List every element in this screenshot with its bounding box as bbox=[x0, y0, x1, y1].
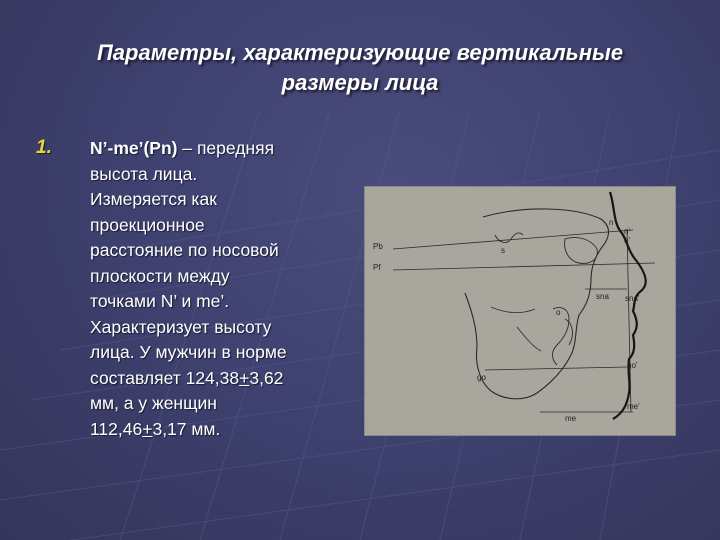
mandible-inner bbox=[491, 307, 541, 351]
text-line-5: расстояние по носовой bbox=[90, 240, 279, 260]
sella-contour bbox=[495, 233, 523, 243]
label-go: go bbox=[477, 373, 486, 382]
text-line-12 bbox=[90, 417, 360, 443]
label-sna-prime: sna' bbox=[625, 294, 640, 303]
label-n: n bbox=[609, 218, 614, 227]
pf-line bbox=[393, 263, 655, 270]
pb-line bbox=[393, 230, 633, 249]
label-o: o bbox=[556, 308, 561, 317]
text-line-1-rest: – передняя bbox=[177, 138, 275, 158]
text-line-10-a: составляет 124,38 bbox=[90, 367, 240, 388]
title-line-2: размеры лица bbox=[281, 70, 439, 95]
label-me: me bbox=[565, 414, 577, 423]
label-pf: Pf bbox=[373, 263, 381, 272]
list-number: 1. bbox=[36, 137, 52, 158]
text-line-1 bbox=[90, 136, 360, 162]
orbit-contour bbox=[565, 237, 598, 263]
title-line-1: Параметры, характеризующие вертикальные bbox=[96, 40, 624, 65]
label-n-prime: n' bbox=[624, 227, 630, 236]
text-line-3: Измеряется как bbox=[90, 189, 217, 209]
text-line-12-b: 3,17 мм. bbox=[152, 418, 221, 439]
label-sna: sna bbox=[596, 292, 609, 301]
text-line-4: проекционное bbox=[90, 214, 205, 235]
label-me-prime: me' bbox=[627, 402, 640, 411]
plus-minus-sign: + bbox=[142, 418, 153, 439]
plus-minus-sign: + bbox=[239, 367, 250, 388]
text-line-2: высота лица. bbox=[90, 163, 198, 184]
label-pb: Pb bbox=[373, 242, 383, 251]
list-item-text bbox=[90, 136, 360, 442]
text-line-6: плоскости между bbox=[90, 265, 230, 286]
go-line bbox=[485, 367, 627, 370]
text-line-9: лица. У мужчин в норме bbox=[90, 342, 287, 362]
text-line-12-a: 112,46 bbox=[90, 418, 143, 439]
text-line-8: Характеризует высоту bbox=[90, 316, 272, 337]
cephalometric-diagram-svg bbox=[365, 187, 675, 435]
term: N’-me’(Pn) bbox=[90, 138, 178, 158]
label-s: s bbox=[501, 246, 505, 255]
slide-title bbox=[40, 38, 680, 98]
label-go-prime: go' bbox=[627, 361, 638, 370]
text-line-11: мм, а у женщин bbox=[90, 393, 217, 413]
text-line-10-b: 3,62 bbox=[249, 367, 284, 388]
text-line-10 bbox=[90, 366, 360, 392]
cephalometric-diagram bbox=[365, 187, 675, 435]
text-line-7: точками N’ и me’. bbox=[90, 291, 230, 311]
label-e-prime: e' bbox=[624, 236, 630, 245]
